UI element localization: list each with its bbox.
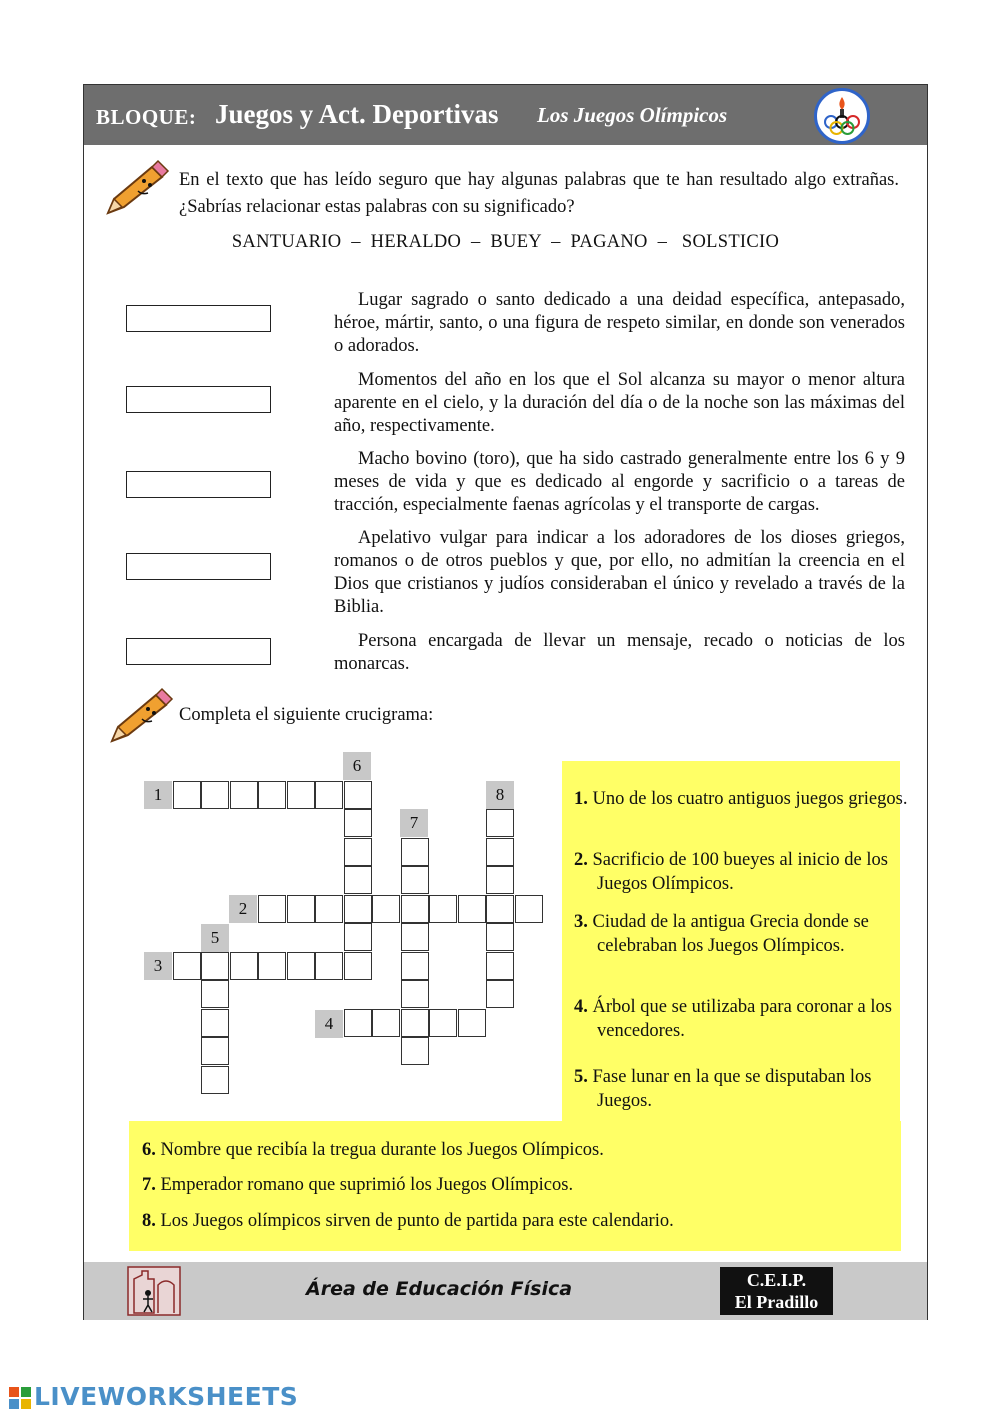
crossword-cell[interactable]: [230, 952, 258, 980]
crossword-number-8: 8: [486, 781, 514, 809]
crossword-number-5: 5: [201, 924, 229, 952]
definition-2: Momentos del año en los que el Sol alcanza su mayor o menor altura aparente en el cielo, y la duración del día o de la noche son las máximas del año, respectivamente.: [334, 370, 905, 436]
crossword-cell[interactable]: [201, 781, 229, 809]
instruction-text-1: En el texto que has leído seguro que hay algunas palabras que te han resultado algo extrañas. ¿Sabrías relacionar estas palabras con su significado?: [179, 170, 899, 217]
pencil-icon: [104, 685, 174, 747]
crossword-cell[interactable]: [287, 895, 315, 923]
crossword-number-1: 1: [144, 781, 172, 809]
crossword-cell[interactable]: [258, 895, 286, 923]
crossword-cell[interactable]: [486, 980, 514, 1008]
crossword-cell[interactable]: [344, 923, 372, 951]
clue-number: 4.: [574, 997, 588, 1017]
definition-5: Persona encargada de llevar un mensaje, recado o noticias de los monarcas.: [334, 631, 905, 674]
crossword-cell[interactable]: [201, 1037, 229, 1065]
school-line-1: C.E.I.P.: [746, 1270, 807, 1290]
watermark-text: LIVEWORKSHEETS: [34, 1382, 299, 1411]
crossword-cell[interactable]: [344, 952, 372, 980]
crossword-cell[interactable]: [315, 952, 343, 980]
crossword-cell[interactable]: [201, 1066, 229, 1094]
clue-3: [574, 910, 917, 958]
bloque-label: BLOQUE:: [96, 105, 197, 129]
definition-3: Macho bovino (toro), que ha sido castrado generalmente entre los 6 y 9 meses de vida y que es dedicado al engorde y sacrificio o a tareas de tracción, especialmente faenas agrícolas y el transporte de cargas.: [334, 449, 905, 515]
olympic-rings-torch-icon: [814, 88, 870, 144]
area-title: Área de Educación Física: [306, 1278, 573, 1300]
crossword-cell[interactable]: [287, 952, 315, 980]
topic-title: Los Juegos Olímpicos: [537, 103, 728, 127]
crossword-number-3: 3: [144, 952, 172, 980]
crossword-cell[interactable]: [315, 895, 343, 923]
crossword-cell[interactable]: [344, 781, 372, 809]
crossword-cell[interactable]: [287, 781, 315, 809]
crossword-cell[interactable]: [258, 781, 286, 809]
liveworksheets-logo: [8, 1382, 298, 1411]
crossword-cell[interactable]: [401, 866, 429, 894]
crossword-cell[interactable]: [458, 895, 486, 923]
clue-5: [574, 1065, 917, 1113]
clue-8: [142, 1209, 892, 1233]
clue-number: 1.: [574, 789, 588, 809]
clue-2: [574, 848, 917, 896]
crossword-cell[interactable]: [486, 952, 514, 980]
clue-text: Árbol que se utilizaba para coronar a los vencedores.: [592, 997, 892, 1041]
liveworksheets-mark-icon: [8, 1386, 32, 1410]
crossword-cell[interactable]: [486, 866, 514, 894]
crossword-cell[interactable]: [372, 1009, 400, 1037]
pencil-icon: [100, 157, 170, 219]
crossword-number-7: 7: [400, 809, 428, 837]
crossword-cell[interactable]: [344, 809, 372, 837]
crossword-cell[interactable]: [486, 838, 514, 866]
crossword-cell[interactable]: [486, 923, 514, 951]
definition-1: Lugar sagrado o santo dedicado a una deidad específica, antepasado, héroe, mártir, santo, o una figura de respeto similar, en donde son venerados o adorados.: [334, 290, 905, 356]
clue-number: 3.: [574, 912, 588, 932]
clue-number: 6.: [142, 1140, 156, 1160]
instruction-text-2: Completa el siguiente crucigrama:: [179, 705, 434, 725]
crossword-cell[interactable]: [344, 895, 372, 923]
answer-input-3[interactable]: [126, 471, 271, 498]
clue-text: Nombre que recibía la tregua durante los Juegos Olímpicos.: [160, 1140, 604, 1160]
worksheet-page: [83, 84, 928, 1320]
clue-7: [142, 1173, 892, 1197]
word-list: SANTUARIO – HERALDO – BUEY – PAGANO – SOLSTICIO: [231, 232, 780, 252]
crossword-cell[interactable]: [230, 781, 258, 809]
crossword-cell[interactable]: [201, 1009, 229, 1037]
crossword-cell[interactable]: [372, 895, 400, 923]
crossword-cell[interactable]: [201, 980, 229, 1008]
clue-text: Fase lunar en la que se disputaban los Juegos.: [592, 1067, 872, 1111]
clue-number: 7.: [142, 1175, 156, 1195]
crossword-cell[interactable]: [401, 923, 429, 951]
crossword-cell[interactable]: [344, 866, 372, 894]
answer-input-4[interactable]: [126, 553, 271, 580]
clue-text: Emperador romano que suprimió los Juegos Olímpicos.: [160, 1175, 574, 1195]
crossword-cell[interactable]: [486, 809, 514, 837]
crossword-cell[interactable]: [201, 952, 229, 980]
school-logo-icon: [126, 1265, 182, 1317]
crossword-cell[interactable]: [173, 781, 201, 809]
clue-1: [574, 787, 917, 811]
definition-4: Apelativo vulgar para indicar a los adoradores de los dioses griegos, romanos o de otros pueblos y que, por ello, no admitían la creencia en el Dios que cristianos y judíos consideraban el único y revelado a través de la Biblia.: [334, 528, 905, 617]
crossword-cell[interactable]: [344, 838, 372, 866]
crossword-cell[interactable]: [429, 895, 457, 923]
answer-input-5[interactable]: [126, 638, 271, 665]
crossword-cell[interactable]: [401, 1009, 429, 1037]
crossword-cell[interactable]: [258, 952, 286, 980]
crossword-cell[interactable]: [315, 781, 343, 809]
crossword-number-4: 4: [315, 1010, 343, 1038]
crossword-number-2: 2: [229, 895, 257, 923]
clue-number: 2.: [574, 850, 588, 870]
crossword-cell[interactable]: [401, 895, 429, 923]
clue-number: 5.: [574, 1067, 588, 1087]
clue-4: [574, 995, 917, 1043]
clue-text: Los Juegos olímpicos sirven de punto de partida para este calendario.: [160, 1211, 674, 1231]
subject-title: Juegos y Act. Deportivas: [215, 99, 499, 129]
crossword-cell[interactable]: [515, 895, 543, 923]
crossword-number-6: 6: [343, 752, 371, 780]
crossword-cell[interactable]: [344, 1009, 372, 1037]
school-badge: [720, 1267, 833, 1315]
crossword-cell[interactable]: [401, 952, 429, 980]
school-line-2: El Pradillo: [734, 1292, 819, 1312]
crossword-cell[interactable]: [173, 952, 201, 980]
crossword-cell[interactable]: [486, 895, 514, 923]
clue-number: 8.: [142, 1211, 156, 1231]
footer-bar: [84, 1262, 927, 1320]
crossword-cell[interactable]: [401, 980, 429, 1008]
clue-text: Uno de los cuatro antiguos juegos griegos.: [592, 789, 908, 809]
clue-text: Sacrificio de 100 bueyes al inicio de los Juegos Olímpicos.: [592, 850, 888, 894]
crossword-cell[interactable]: [401, 1037, 429, 1065]
answer-input-2[interactable]: [126, 386, 271, 413]
crossword-cell[interactable]: [429, 1009, 457, 1037]
clue-text: Ciudad de la antigua Grecia donde se celebraban los Juegos Olímpicos.: [592, 912, 869, 956]
clue-6: [142, 1138, 892, 1162]
answer-input-1[interactable]: [126, 305, 271, 332]
crossword-cell[interactable]: [401, 838, 429, 866]
header-bar: [84, 85, 927, 145]
crossword-cell[interactable]: [458, 1009, 486, 1037]
